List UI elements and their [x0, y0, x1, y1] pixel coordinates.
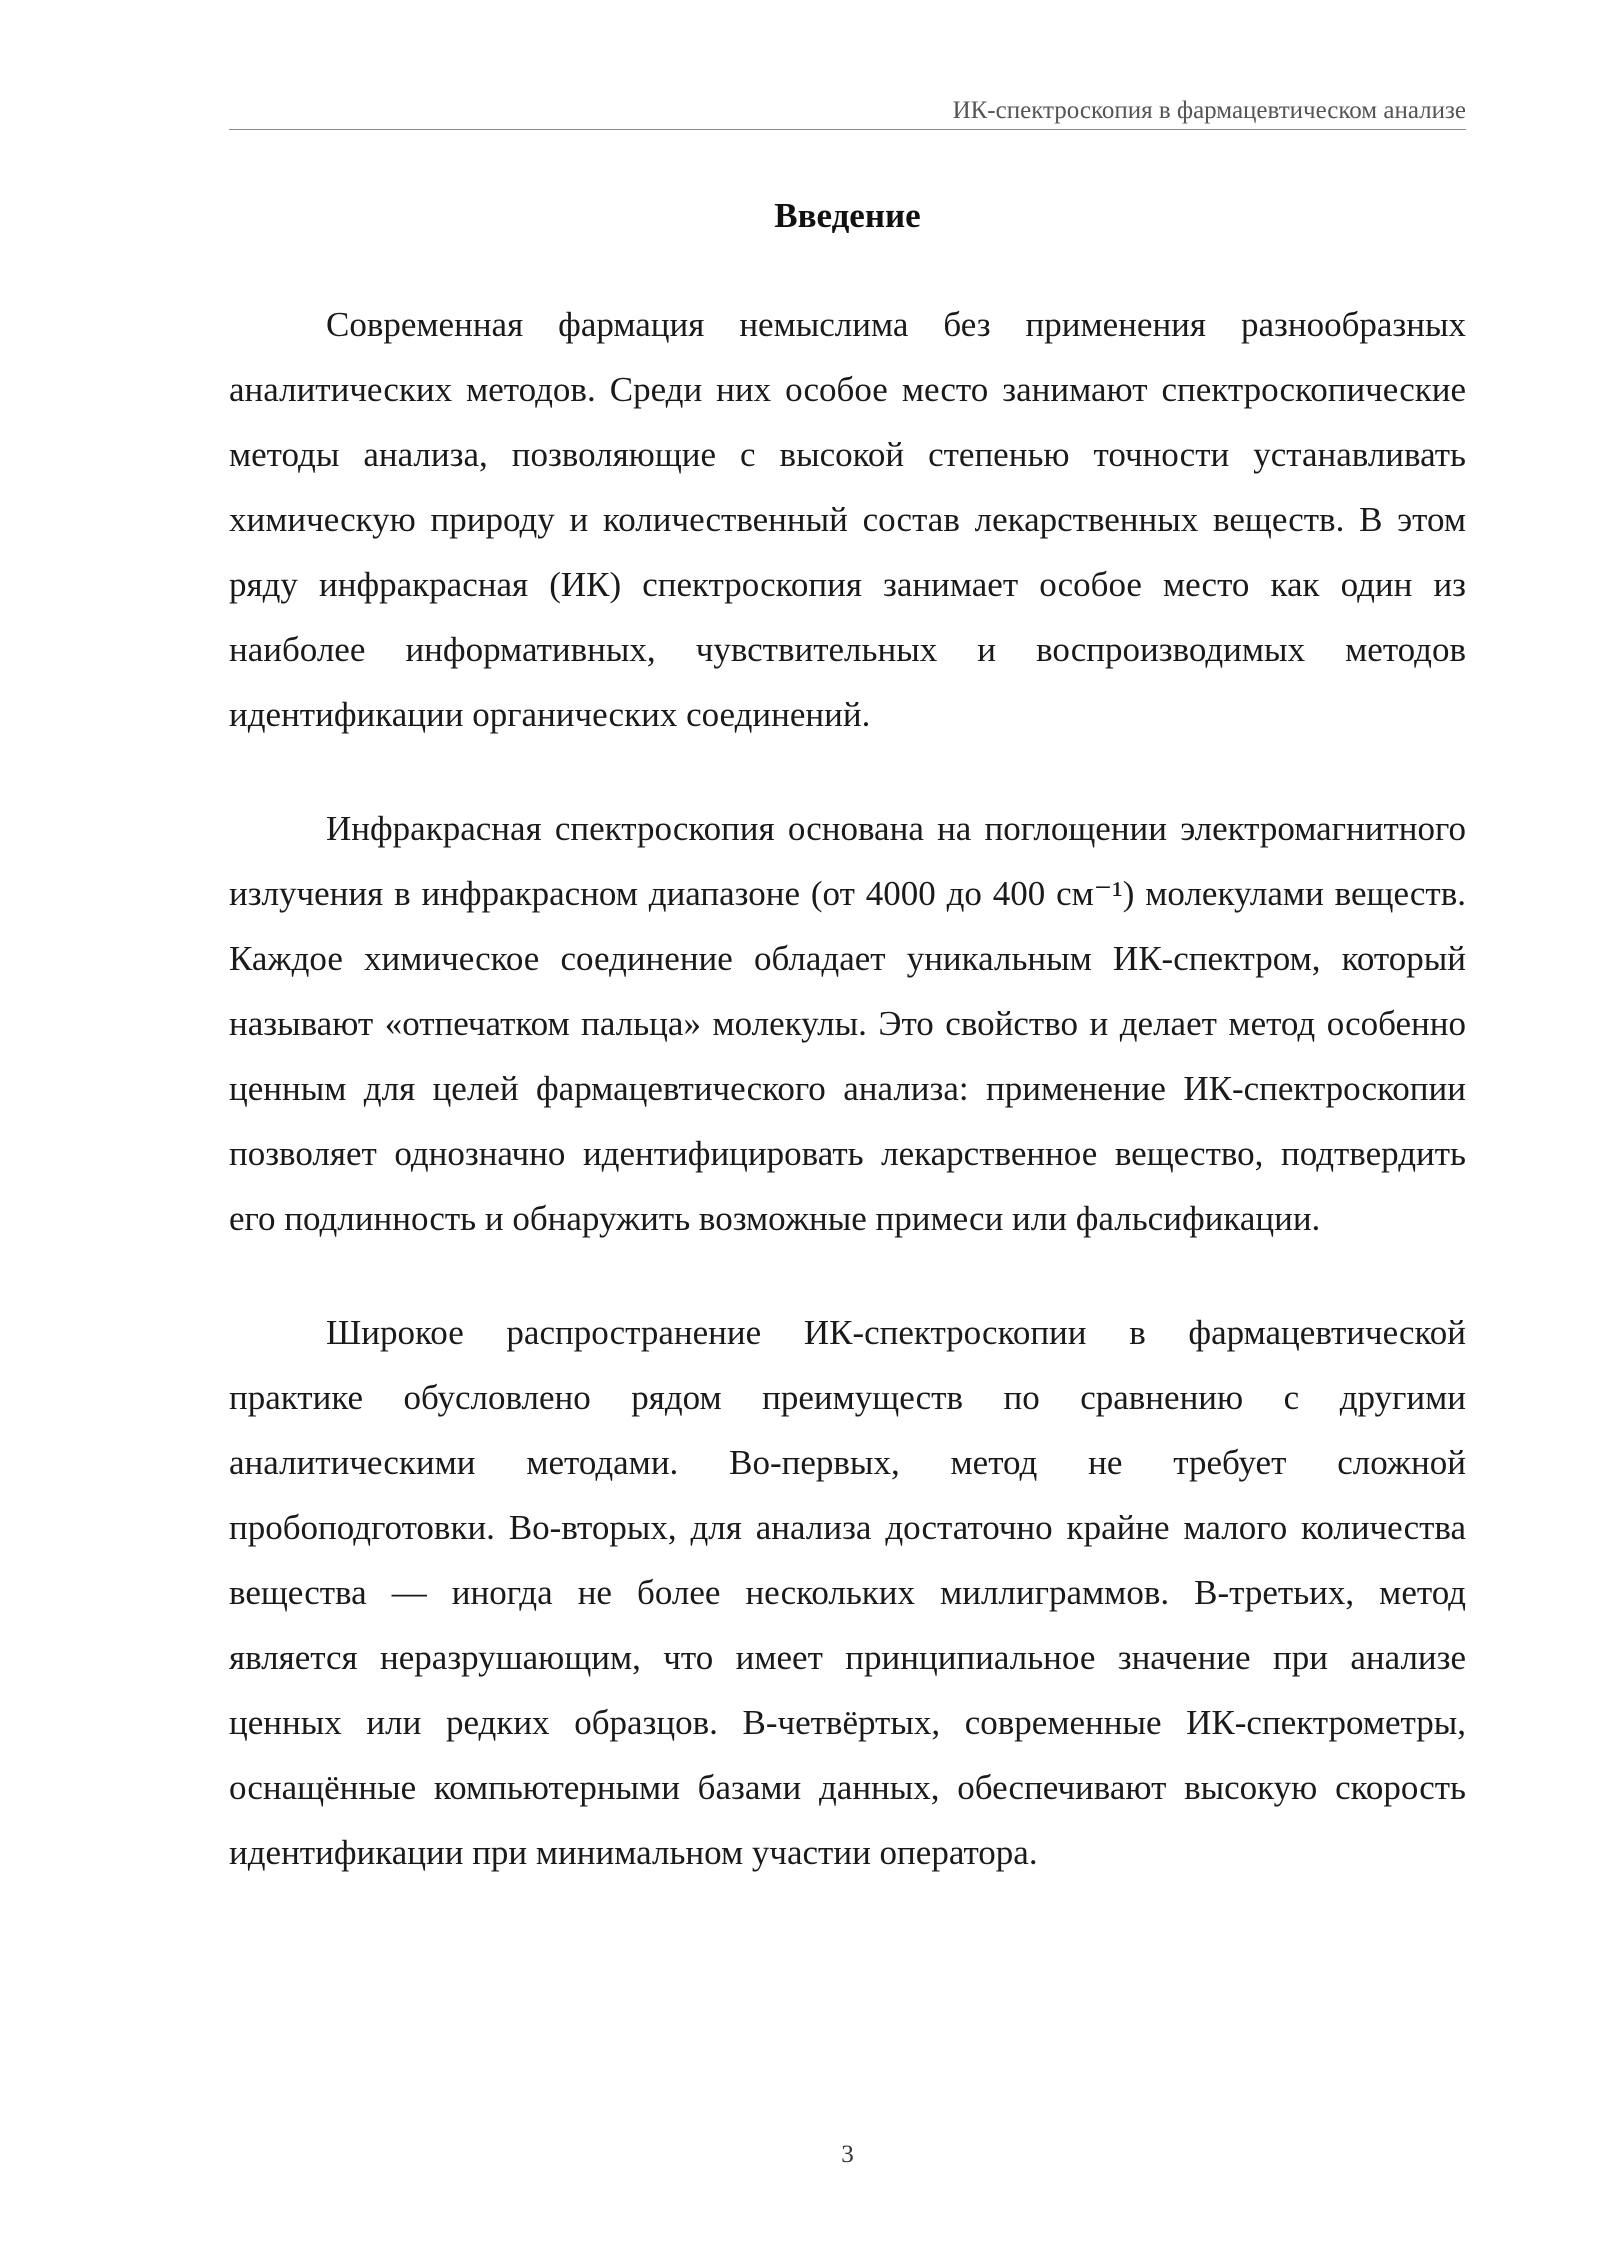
paragraph-advantages: Широкое распространение ИК-спектроскопии в фармацевтической практике обусловлено рядом преимуществ по сравнению с другими аналитическими методами. Во-первых, метод не требует сложной пробоподготовки. Во-вторых, для анализа достаточно крайне малого количества вещества — иногда не более нескольких миллиграммов. В-третьих, метод является неразрушающим, что имеет принципиальное значение при анализе ценных или редких образцов. В-четвёртых, современные ИК-спектрометры, оснащённые компьютерными базами данных, обеспечивают высокую скорость идентификации при минимальном участии оператора.	[229, 1313, 1466, 1872]
header-divider	[229, 129, 1466, 130]
body-text	[229, 292, 1466, 1934]
running-header: ИК-спектроскопия в фармацевтическом анализе	[952, 97, 1466, 124]
paragraph-principle: Инфракрасная спектроскопия основана на поглощении электромагнитного излучения в инфракрасном диапазоне (от 4000 до 400 см⁻¹) молекулами веществ. Каждое химическое соединение обладает уникальным ИК-спектром, который называют «отпечатком пальца» молекулы. Это свойство и делает метод особенно ценным для целей фармацевтического анализа: применение ИК-спектроскопии позволяет однозначно идентифицировать лекарственное вещество, подтвердить его подлинность и обнаружить возможные примеси или фальсификации.	[229, 809, 1466, 1238]
section-title: Введение	[774, 196, 921, 235]
page-number: 3	[841, 2141, 854, 2168]
paragraph-intro: Современная фармация немыслима без применения разнообразных аналитических методов. Среди них особое место занимают спектроскопические методы анализа, позволяющие с высокой степенью точности устанавливать химическую природу и количественный состав лекарственных веществ. В этом ряду инфракрасная (ИК) спектроскопия занимает особое место как один из наиболее информативных, чувствительных и воспроизводимых методов идентификации органических соединений.	[229, 305, 1466, 734]
